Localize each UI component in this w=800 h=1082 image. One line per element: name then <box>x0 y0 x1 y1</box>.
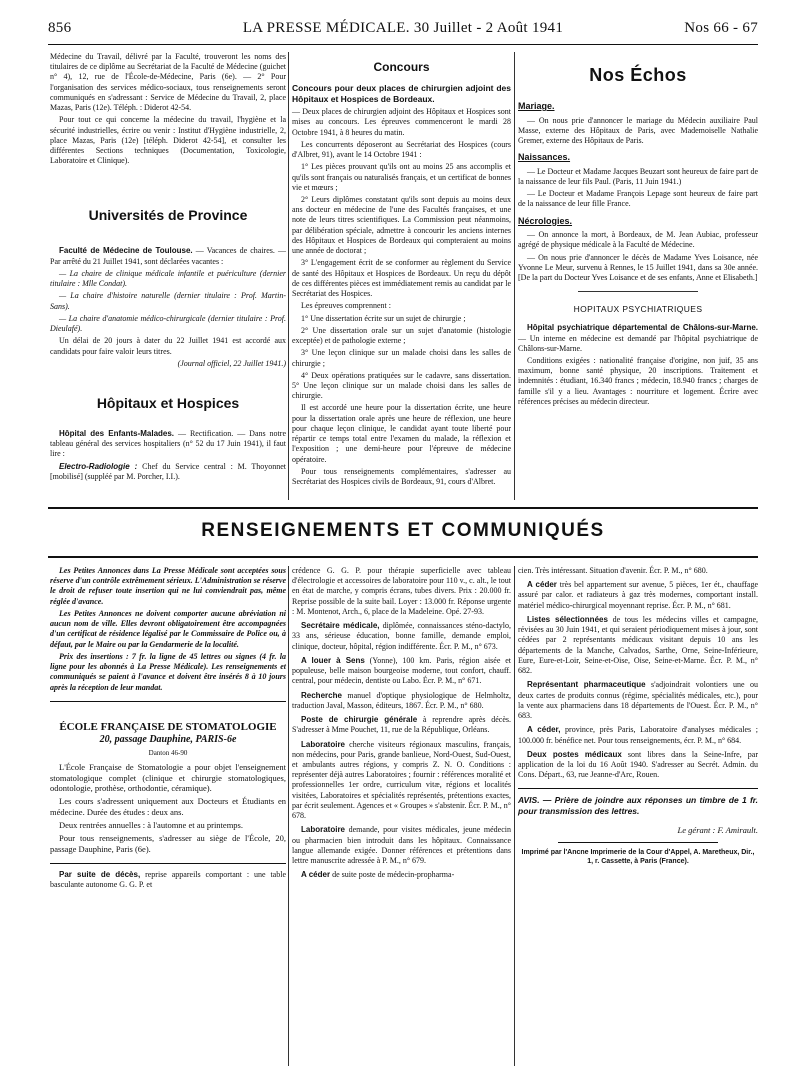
section-rule-top <box>48 507 758 509</box>
item-text: reprise appareils comportant : une table basculante autonome G. G. P. et <box>50 869 286 889</box>
subsection-title-naissances: Naissances. <box>518 152 571 163</box>
classified-ad: A céder très bel appartement sur avenue, 5 pièces, 1er ét., chauffage assuré par calor. et radiateurs à gaz très modernes, comportant install. matériel médico-chirurgical moyennant reprise. Écr. P. M., n° 681. <box>518 580 758 610</box>
ad-lead: Poste de chirurgie générale <box>301 715 418 725</box>
paragraph: Un délai de 20 jours à dater du 22 Juillet 1941 est accordé aux candidats pour faire valoir leurs titres. <box>50 336 286 356</box>
column-left <box>50 52 286 500</box>
notice-paragraph: Les Petites Annonces dans La Presse Médicale sont acceptées sous réserve d'un contrôle extrêmement sérieux. L'Administration se réserve le droit de refuser toute insertion qui ne lui conviendrait pas, même réglée d'avance. <box>50 566 286 606</box>
classified-ad: cien. Très intéressant. Situation d'avenir. Écr. P. M., n° 680. <box>518 566 708 575</box>
stomatologie-phone: Danton 46-90 <box>148 748 188 757</box>
section-title-echos: Nos Échos <box>589 65 687 85</box>
ad-lead: Secrétaire médicale, <box>301 621 380 631</box>
section-title-hopitaux: Hôpitaux et Hospices <box>96 395 240 412</box>
classified-ad: Laboratoire demande, pour visites médicales, jeune médecin ou pharmacien bien introduit dans les hôpitaux. Connaissance langue allemande exigée. Donner références et prétentions dans lettre manuscrite adressée à P. M., n° 679. <box>292 825 511 866</box>
page-number: 856 <box>48 20 72 36</box>
subsection-title-mariage: Mariage. <box>518 101 555 112</box>
paragraph: — Le Docteur et Madame François Lepage sont heureux de faire part de la naissance de leur fille France. <box>518 189 758 209</box>
gerant-signature: Le gérant : F. Amirault. <box>677 825 758 836</box>
classified-ads <box>518 566 758 780</box>
ad-lead: A céder <box>527 580 557 590</box>
issue-number: Nos 66 - 67 <box>684 20 758 36</box>
stomatologie-text <box>50 762 286 855</box>
paragraph: 2° Une dissertation orale sur un sujet d'anatomie (histologie exceptée) et de pathologie externe ; <box>292 325 511 346</box>
paragraph: Les concurrents déposeront au Secrétariat des Hospices (cours d'Albret, 91), avant le 14 Octobre 1941 : <box>292 139 511 160</box>
section-title-hopitaux-psychiatriques: HOPITAUX PSYCHIATRIQUES <box>573 304 703 315</box>
avis-notice: AVIS. — Prière de joindre aux réponses un timbre de 1 fr. pour transmission des lettres. <box>518 795 758 817</box>
stomatologie-address: 20, passage Dauphine, PARIS-6e <box>99 733 237 745</box>
classified-ad: Secrétaire médicale, diplômée, connaissances sténo-dactylo, 33 ans, sérieuse éducation, bonne famille, demande emploi, clinique, docteur, hôpital, région indifférente. Écr. P. M., n° 673. <box>292 621 511 651</box>
section-rule-bottom <box>48 556 758 558</box>
paragraph <box>50 870 286 890</box>
item-text: — Vacances de chaires. — Par arrêté du 21 Juillet 1941, sont déclarées vacantes : <box>50 246 286 266</box>
paragraph: — La chaire d'anatomie médico-chirurgicale (dernier titulaire : Prof. Dieulafé). <box>50 313 286 334</box>
item-text: Chef du Service central : M. Thoyonnet [mobilisé] (suppléé par M. Porcher, I.I.). <box>50 461 287 481</box>
item-title: Hôpital psychiatrique départemental de Châlons-sur-Marne. <box>527 323 758 333</box>
ad-lead: A céder <box>301 870 331 880</box>
item-title: Faculté de Médecine de Toulouse. <box>59 246 193 256</box>
classifieds-column-middle <box>292 566 511 1066</box>
paragraph: 1° Une dissertation écrite sur un sujet de chirurgie ; <box>301 313 466 323</box>
ad-lead: A louer à Sens <box>301 655 365 665</box>
separator <box>50 863 286 864</box>
paragraph: Deux rentrées annuelles : à l'automne et au printemps. <box>59 820 243 831</box>
paragraph: — On annonce la mort, à Bordeaux, de M. Jean Aubiac, professeur agrégé de physique médicale à la Faculté de Médecine. <box>518 230 758 250</box>
paragraph: 4° Deux opérations pratiquées sur le cadavre, sans dissertation. 5° Une leçon clinique sur un malade choisi dans les salles de chirurgie. <box>292 370 511 401</box>
paragraph: Conditions exigées : nationalité française d'origine, non juif, 35 ans maximum, bonne santé physique, 20 inscriptions. Traitement et indemnités : étudiant, 16.340 francs ; médecin, 18.940 francs ; charges de famille s'il y a lieu. Avantages : nourriture et logement. Écrire avec références précises au médecin directeur. <box>518 355 758 406</box>
ad-lead: Représentant pharmaceutique <box>527 680 646 690</box>
column-divider <box>288 52 289 500</box>
paragraph <box>50 429 286 460</box>
header-rule <box>48 44 758 45</box>
concours-subtitle: Concours pour deux places de chirurgien adjoint des Hôpitaux et Hospices de Bordeaux. <box>292 83 511 105</box>
column-divider <box>514 52 515 500</box>
stomatologie-name: ÉCOLE FRANÇAISE DE STOMATOLOGIE <box>59 720 277 733</box>
column-divider <box>288 566 289 1066</box>
item-text: — Un interne en médecine est demandé par l'hôpital psychiatrique de Châlons-sur-Marne. <box>518 333 758 353</box>
concours-paragraphs <box>292 107 511 487</box>
ad-lead: Deux postes médicaux <box>527 749 622 759</box>
source-line: (Journal officiel, 22 Juillet 1941.) <box>177 358 286 368</box>
paragraph: 2° Leurs diplômes constatant qu'ils sont depuis au moins deux ans docteur en médecine de l'une des Facultés françaises, et une note de leurs titres scientifiques. La Commission peut néanmoins, par délibération spéciale, admettre à concourir les anciens internes des Hôpitaux et Hospices de Bordeaux qui compteraient au moins une année de doctorat ; <box>292 194 511 256</box>
column-middle <box>292 52 511 500</box>
column-divider <box>514 566 515 1066</box>
column-right <box>518 52 758 500</box>
subsection-title-necrologies: Nécrologies. <box>518 215 573 226</box>
paragraph: Les épreuves comprennent : <box>301 301 391 311</box>
ad-lead: Listes sélectionnées <box>527 614 608 624</box>
classified-ad: Laboratoire cherche visiteurs régionaux masculins, français, non médecins, pour Paris, grande banlieue, Nord-Ouest, Sud-Ouest, et ambulants autres régions, y compris Z. N. O. Conditions : représenter déjà autres Laboratoires ; fournir : références moralité et professionnelles 1er ordre, curriculum vitæ, régions et localités visitées, Laboratoires et spécialités représentés, prétentions exactes, par écrit seulement. Agences et « Groupes » s'abstenir. Écr. P. M., n° 678. <box>292 739 511 821</box>
classified-ad: crédence G. G. P. pour thérapie superficielle avec tableau d'électrologie et accessoires de laboratoire pour 110 v., c. alt., le tout en état de marche, y compris écrans, tubes divers. Prix : 20.000 fr. Reprise possible de la suite bail. Loyer : 13.000 fr. Réponse urgente : M. Montenot, Arch., 6, place de la Madeleine. Opé. 27-93. <box>292 566 511 616</box>
paragraph <box>50 462 286 482</box>
separator <box>558 842 718 843</box>
section-title-universites: Universités de Province <box>88 206 248 223</box>
classified-ad: Représentant pharmaceutique s'adjoindrait volontiers une ou deux cartes de produits connus (régime, spécialités médicales, etc.), pour la vente aux pharmaciens dans 18 départements de l'Ouest. Écr. P. M., n° 683. <box>518 680 758 721</box>
classified-ad: A louer à Sens (Yonne), 100 km. Paris, région aisée et populeuse, belle maison bourgeoise moderne, tout confort, chauff. central, pour médecin, dentiste ou Labo. Écr. P. M., n° 671. <box>292 655 511 686</box>
paragraph: — On nous prie d'annoncer le décès de Madame Yves Loisance, née Yvonne Le Meur, survenu à Rennes, le 15 Juillet 1941, dans sa 30e année. [De la part du Docteur Yves Loisance et de ses enfants, Anne et Elisabeth.] <box>518 252 758 283</box>
paragraph: 3° Une leçon clinique sur un malade choisi dans les salles de chirurgie ; <box>292 348 511 368</box>
paragraph: Il est accordé une heure pour la dissertation écrite, une heure pour la dissertation orale après une heure de réflexion, une heure pour chaque leçon clinique, le candidat ayant toute liberté pour répartir ce temps total entre l'examen du malade, la réflexion et l'exposition ; une demi-heure pour l'épreuve de médecine opératoire. <box>292 403 511 464</box>
paragraph: — La chaire de clinique médicale infantile et puériculture (dernier titulaire : Mlle Condat). <box>50 268 286 289</box>
printer-credit: Imprimé par l'Ancne Imprimerie de la Cour d'Appel, A. Maretheux, Dir., 1, r. Cassette, à Paris (France). <box>521 849 755 866</box>
paragraph: — Le Docteur et Madame Jacques Beuzart sont heureux de faire part de la naissance de leur fils Paul. (Paris, 11 Juin 1941.) <box>518 166 759 186</box>
paragraph: L'École Française de Stomatologie a pour objet l'enseignement stomatologique complet (clinique et chirurgie stomatologiques, odontologie, prothèse, orthodontie, céramique). <box>50 761 286 794</box>
paragraph: Pour tout ce qui concerne la médecine du travail, l'hygiène et la sécurité industrielles, écrire ou venir : Institut d'Hygiène industrielle, 2, place Mazas, Paris (12e) [téléph. Diderot 42-54], et consulter les différentes Sections techniques (Documentation, Toxicologie, Laboratoire et Clinique). <box>50 115 286 166</box>
stomatologie-block <box>50 720 286 758</box>
ad-lead: Recherche <box>301 690 342 700</box>
notice-paragraph: Les Petites Annonces ne doivent comporter aucune abréviation ni aucun nom de ville. Elles devront obligatoirement être accompagnées d'un certificat de résidence légalisé par le Commissaire de Police ou, à défaut, par le Maire ou par la Gendarmerie de la localité. <box>50 608 286 649</box>
notice-paragraph: Prix des insertions : 7 fr. la ligne de 45 lettres ou signes (4 fr. la ligne pour les abonnés à La Presse Médicale). Les renseignements et communiqués se paient à l'avance et doivent être insérés 8 à 10 jours après la réception de leur mandat. <box>50 651 286 692</box>
paragraph <box>518 323 758 354</box>
classified-ad: Deux postes médicaux sont libres dans la Seine-Infre, par application de la loi du 16 Août 1940. S'adresser au Secrét. Admin. du Cons. Départ., 63, rue Jeanne-d'Arc, Rouen. <box>518 749 758 780</box>
classified-ad: Poste de chirurgie générale à reprendre après décès. S'adresser à Mme Pouchet, 11, rue de la République, Orléans. <box>292 715 511 735</box>
paragraph: — Deux places de chirurgien adjoint des Hôpitaux et Hospices sont mises au concours. Les épreuves commenceront le mardi 28 Octobre 1941, à 8 heures du matin. <box>292 107 511 137</box>
item-text: — Rectification. — Dans notre tableau général des services hospitaliers (n° 52 du 17 Juin 1941), il faut lire : <box>50 428 286 459</box>
section-title-concours: Concours <box>373 60 430 74</box>
journal-title: LA PRESSE MÉDICALE. 30 Juillet - 2 Août 1941 <box>242 20 564 36</box>
classifieds-column-left <box>50 566 286 1066</box>
paragraph: 3° L'engagement écrit de se conformer au règlement du Service de santé des Hôpitaux et Hospices de Bordeaux. Un reçu du dépôt de ces différentes pièces est immédiatement remis au candidat par le Secrétariat des Hospices. <box>292 258 511 299</box>
paragraph: — On nous prie d'annoncer le mariage du Médecin auxiliaire Paul Masse, externe des Hôpitaux de Paris, avec Mademoiselle Nathalie Gremer, externe des Hôpitaux de Paris. <box>518 115 758 146</box>
separator <box>50 701 286 702</box>
classified-ad: A céder, province, près Paris, Laboratoire d'analyses médicales ; 100.000 fr. bénéfice net. Pour tous renseignements, écr. P. M., n° 684. <box>518 725 758 745</box>
paragraph <box>50 246 286 266</box>
paragraph: Pour tous renseignements complémentaires, s'adresser au Secrétariat des Hospices civils de Bordeaux, 91, cours d'Albret. <box>292 466 511 487</box>
ad-lead: A céder, <box>527 725 561 735</box>
classified-ad: Recherche manuel d'optique physiologique de Helmholtz, traduction Javal, Masson, éditeurs, 1867. Écr. P. M., n° 680. <box>292 690 511 710</box>
classified-ad: A céder de suite poste de médecin-propharma- <box>301 870 455 880</box>
paragraph: — La chaire d'histoire naturelle (dernier titulaire : Prof. Martin-Sans). <box>50 291 286 311</box>
separator <box>578 291 698 292</box>
paragraph: Pour tous renseignements, s'adresser au siège de l'École, 20, passage Dauphine, Paris (6e). <box>50 832 286 854</box>
classifieds-column-right <box>518 566 758 1066</box>
classified-ad: Listes sélectionnées de tous les médecins villes et campagne, révisées au 30 Juin 1941, et qui seraient périodiquement mises à jour, sont cédées par 2 représentants médicaux visitant depuis 10 ans les départements de la Manche, Calvados, Sarthe, Orne, Seine-Inférieure, Eure, Eure-et-Loir, Seine-et-Oise, Oise, Seine-et-Marne. Écr. P. M., n° 682. <box>518 614 759 676</box>
page-header <box>48 16 758 40</box>
paragraph: Les cours s'adressent uniquement aux Docteurs et Étudiants en médecine. Durée des études : deux ans. <box>50 796 286 818</box>
ad-lead: Laboratoire <box>301 739 346 749</box>
ad-lead: Laboratoire <box>301 825 346 835</box>
paragraph: Médecine du Travail, délivré par la Faculté, trouveront les noms des titulaires de ce diplôme au Secrétariat de la Faculté de Médecine (guichet n° 4), 12, rue de l'École-de-Médecine, Paris (6e). — 2° Pour l'organisation des services médico-sociaux, tous renseignements seront communiqués en s'adressant : Service de Médecine du Travail, 2, place Mazas, Paris (12e). Téléph. : Diderot 42-54. <box>50 52 286 113</box>
item-title: Hôpital des Enfants-Malades. <box>59 428 175 438</box>
separator <box>518 788 758 789</box>
paragraph: 1° Les pièces prouvant qu'ils ont au moins 25 ans accomplis et qu'ils sont français ou naturalisés français, et un certificat de bonnes vie et mœurs ; <box>292 162 511 192</box>
item-title: Electro-Radiologie : <box>59 461 138 471</box>
item-title: Par suite de décès, <box>59 869 141 879</box>
renseignements-title: RENSEIGNEMENTS ET COMMUNIQUÉS <box>201 520 605 541</box>
classified-ads <box>292 566 511 881</box>
